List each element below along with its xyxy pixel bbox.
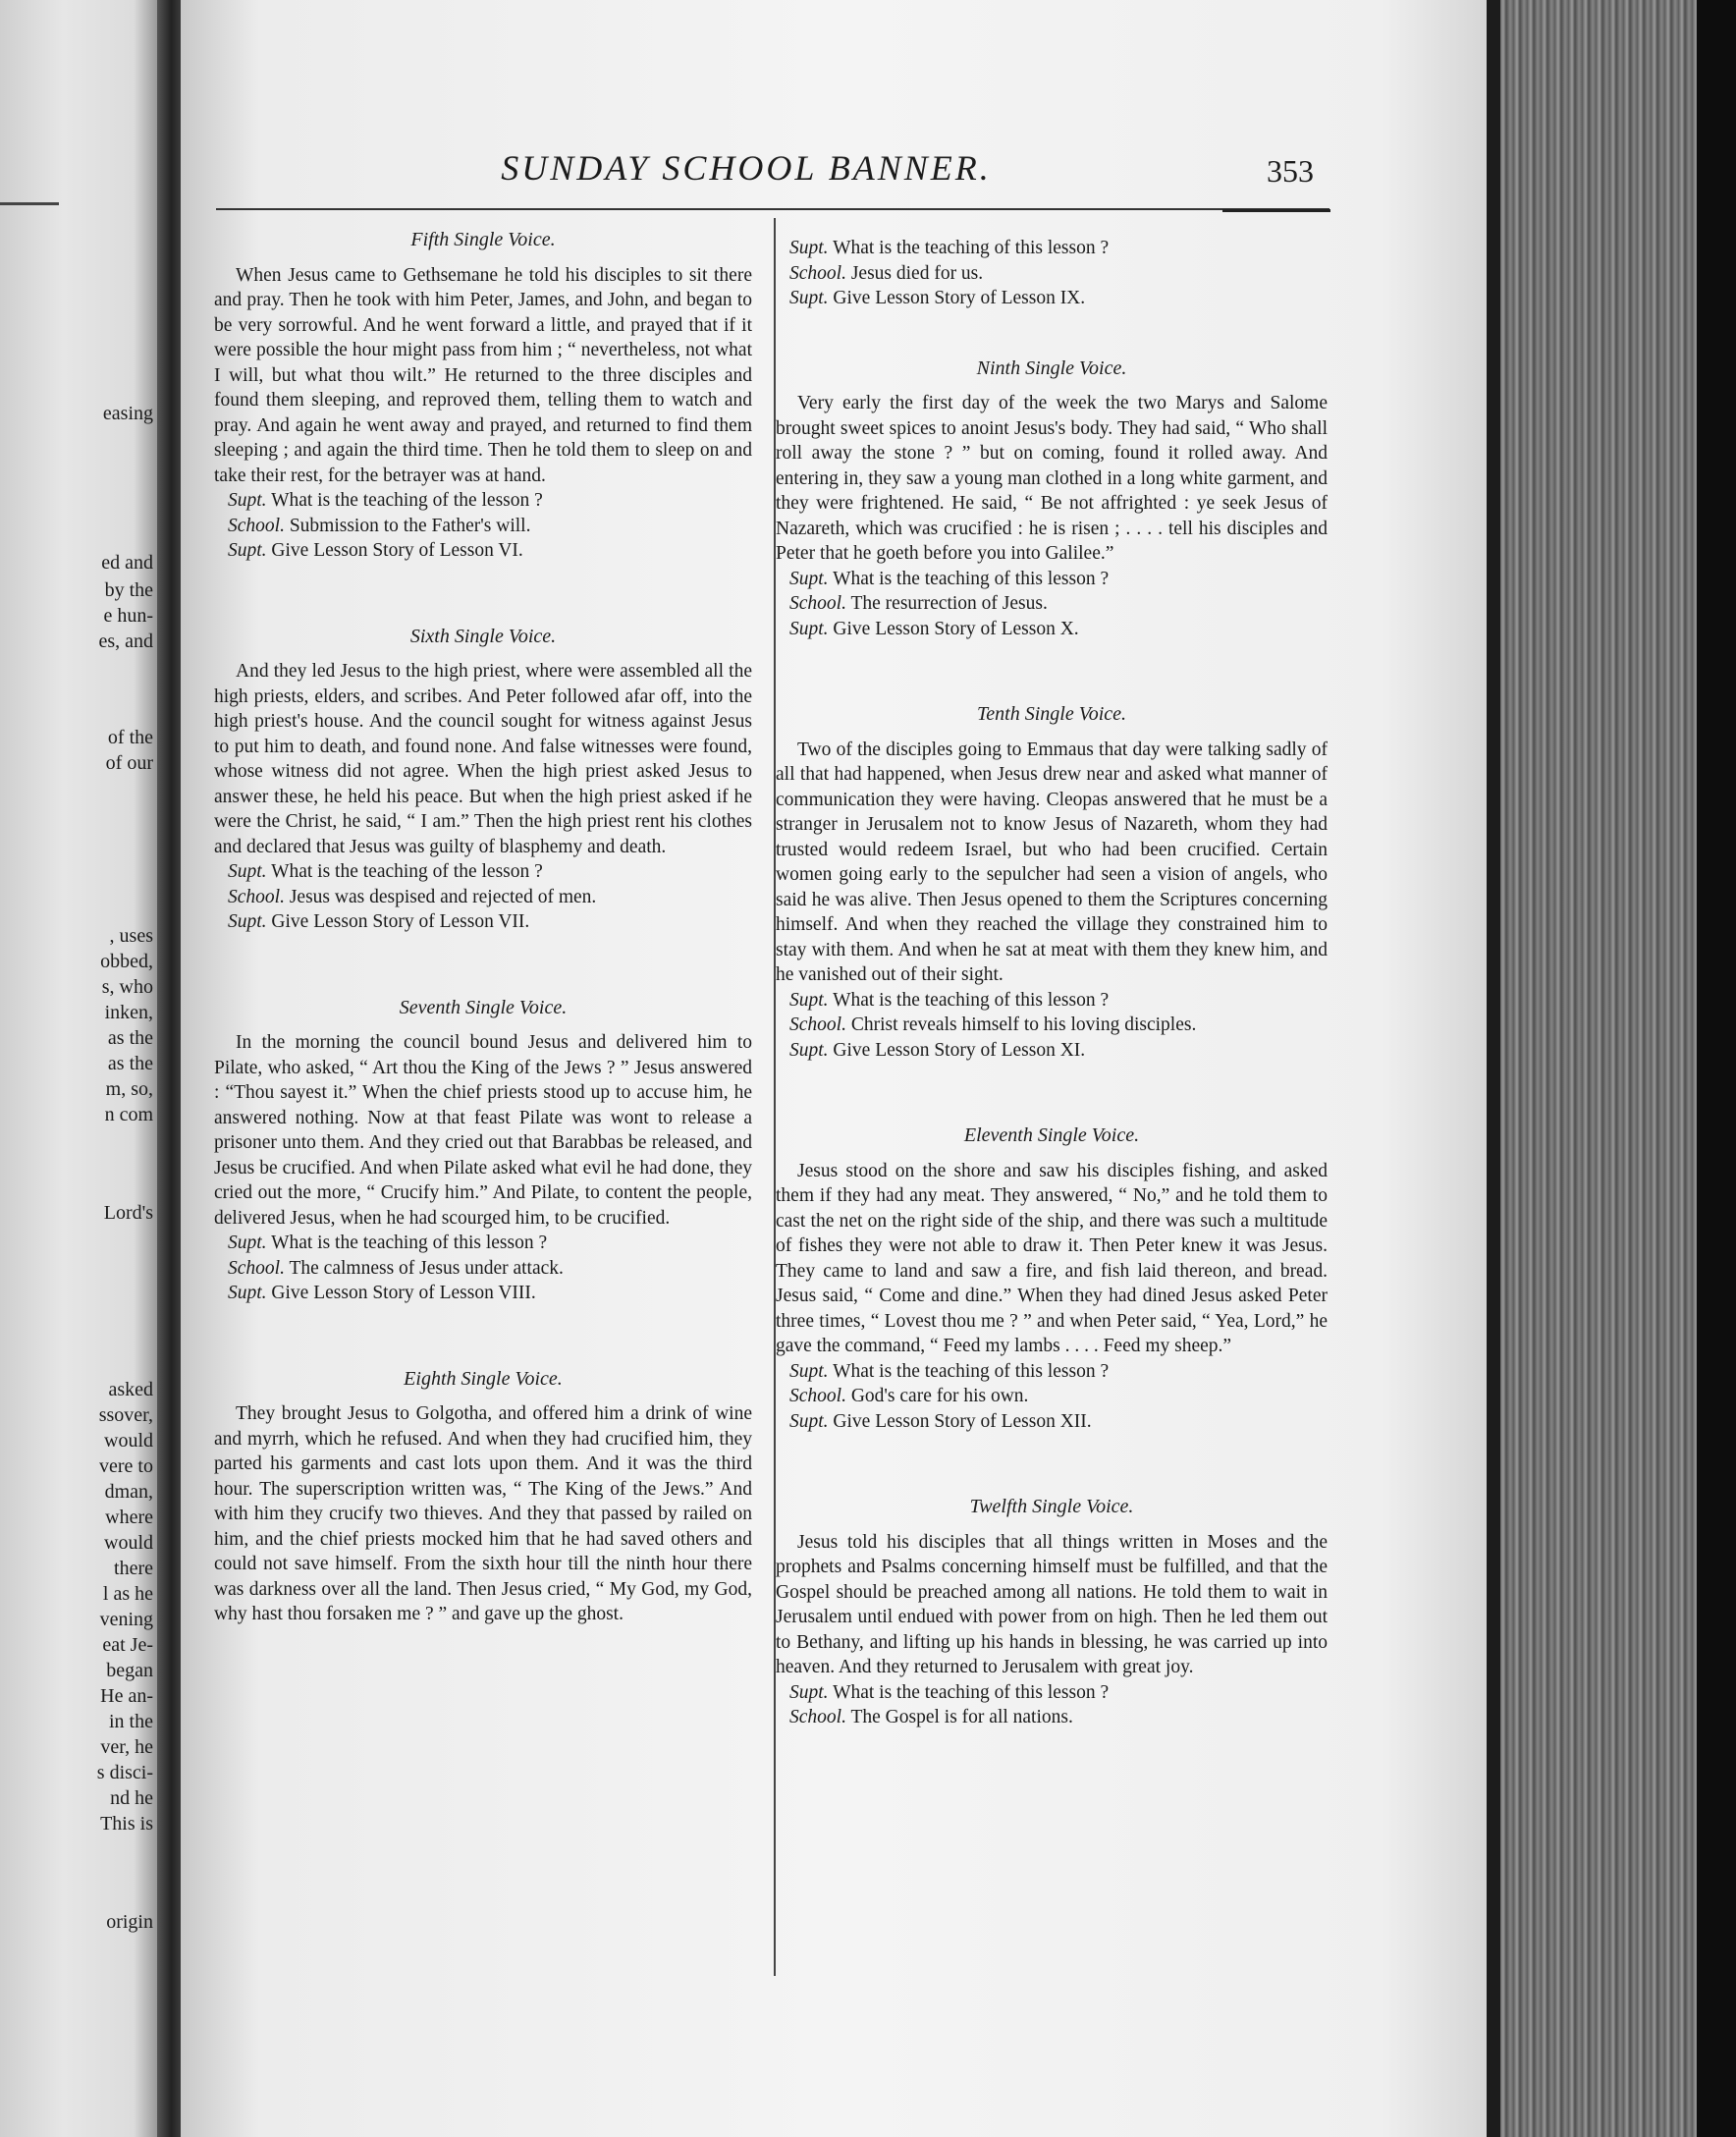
header-rule-accent	[1222, 209, 1330, 212]
facing-page-fragment: as the	[107, 1053, 153, 1074]
responsive-line	[789, 988, 1328, 1014]
responsive-line	[789, 236, 1328, 261]
facing-page-fragment: would	[104, 1532, 153, 1554]
response-text: Give Lesson Story of Lesson VI.	[271, 540, 523, 561]
speaker-role: Supt.	[789, 288, 829, 308]
speaker-role: School.	[228, 1257, 285, 1279]
response-text: Christ reveals himself to his loving disciples.	[850, 1014, 1197, 1035]
speaker-role: School.	[789, 262, 846, 284]
responsive-line	[789, 1384, 1328, 1409]
facing-page-fragment: nd he	[110, 1787, 153, 1809]
edge-shadow	[1487, 0, 1500, 2137]
speaker-role: School.	[789, 1014, 846, 1035]
speaker-role: Supt.	[228, 490, 267, 511]
responsive-line	[789, 1705, 1328, 1730]
responsive-line	[789, 1038, 1328, 1064]
speaker-role: School.	[228, 886, 285, 907]
section-heading: Ninth Single Voice.	[976, 356, 1127, 379]
facing-page-fragment: , uses	[109, 925, 153, 947]
voice-section	[776, 236, 1328, 311]
response-text: What is the teaching of this lesson ?	[833, 1681, 1110, 1703]
responsive-line	[228, 1231, 752, 1256]
response-text: Give Lesson Story of Lesson X.	[833, 618, 1079, 639]
speaker-role: School.	[228, 515, 285, 536]
speaker-role: Supt.	[789, 989, 829, 1011]
response-text: What is the teaching of this lesson ?	[833, 238, 1110, 258]
response-text: Submission to the Father's will.	[289, 515, 531, 536]
response-text: Give Lesson Story of Lesson XI.	[833, 1039, 1086, 1061]
facing-page-fragment: s disci-	[96, 1762, 153, 1783]
edge-background	[1697, 0, 1736, 2137]
responsive-line	[228, 859, 752, 885]
speaker-role: Supt.	[789, 1039, 829, 1061]
responsive-line	[789, 1013, 1328, 1038]
responsive-line	[789, 1359, 1328, 1385]
responsive-line	[789, 617, 1328, 642]
page-number: 353	[1267, 153, 1314, 189]
response-text: What is the teaching of the lesson ?	[271, 490, 543, 511]
response-text: Give Lesson Story of Lesson VII.	[271, 911, 530, 932]
facing-page-fragment: inken,	[104, 1002, 153, 1023]
facing-page-fragment: where	[105, 1507, 153, 1528]
responsive-line	[228, 1281, 752, 1306]
facing-page-fragment: asked	[108, 1379, 153, 1400]
facing-page-fragment: Lord's	[103, 1202, 153, 1224]
responsive-line	[228, 1256, 752, 1282]
section-body: When Jesus came to Gethsemane he told his disciples to sit there and pray. Then he took with him Peter, James, and John, and began to be very sorrowful. And he went forward a little, and prayed that if it were possible the hour might pass from him ; “ nevertheless, not what I will, but what thou wilt.” He returned to the three disciples and found them sleeping, and reproved them, telling them to watch and pray. And again he went away and prayed, and returned to find them sleeping ; and again the third time. Then he told them to sleep on and take their rest, for the betrayer was at hand.	[214, 264, 752, 486]
facing-page-fragment: l as he	[102, 1583, 153, 1605]
facing-page-fragment: n com	[104, 1104, 153, 1125]
responsive-line	[789, 286, 1328, 311]
facing-page-fragment: of our	[105, 752, 153, 774]
speaker-role: Supt.	[789, 618, 829, 639]
section-heading: Fifth Single Voice.	[410, 229, 556, 250]
section-heading: Seventh Single Voice.	[399, 996, 568, 1018]
responsive-line	[228, 538, 752, 564]
response-text: What is the teaching of this lesson ?	[833, 1360, 1110, 1382]
response-text: The calmness of Jesus under attack.	[289, 1257, 564, 1279]
response-text: What is the teaching of the lesson ?	[271, 861, 543, 882]
responsive-line	[228, 909, 752, 935]
facing-page-fragment: easing	[102, 403, 153, 424]
speaker-role: Supt.	[228, 911, 267, 932]
voice-section	[214, 996, 752, 1306]
facing-page-fragment: there	[114, 1558, 153, 1579]
facing-page-fragment: He an-	[100, 1685, 153, 1707]
voice-section	[214, 1367, 752, 1627]
speaker-role: Supt.	[789, 238, 829, 258]
speaker-role: Supt.	[228, 861, 267, 882]
speaker-role: School.	[789, 1386, 846, 1406]
facing-page-fragment: would	[104, 1430, 153, 1452]
section-body: In the morning the council bound Jesus and delivered him to Pilate, who asked, “ Art thou the King of the Jews ? ” Jesus answered : “Thou sayest it.” When the chief priests stood up to accuse him, he answered nothing. Now at that feast Pilate was wont to release a prisoner unto them. And they cried out that Barabbas be released, and Jesus be crucified. And when Pilate asked what evil he had done, they cried out the more, “ Crucify him.” And Pilate, to content the people, delivered Jesus, when he had scourged him, to be crucified.	[214, 1032, 752, 1229]
section-heading: Sixth Single Voice.	[409, 625, 557, 647]
page-edges	[1487, 0, 1736, 2137]
header-rule	[216, 208, 1329, 210]
section-body: Two of the disciples going to Emmaus that day were talking sadly of all that had happened, when Jesus drew near and asked what manner of communication they were having. Cleopas answered that he must be a stranger in Jerusalem not to know Jesus of Nazareth, whom they had trusted would redeem Israel, but who had been crucified. Certain women going early to the sepulcher had seen a vision of angels, who said he was alive. Then Jesus opened to them the Scriptures concerning himself. And when they reached the village they constrained him to stay with them. And when he sat at meat with them they knew him, and he vanished out of their sight.	[776, 739, 1328, 985]
facing-page-fragment: obbed,	[100, 951, 153, 972]
facing-page-fragment: origin	[106, 1911, 153, 1933]
speaker-role: Supt.	[228, 1283, 267, 1303]
responsive-line	[228, 514, 752, 539]
response-text: What is the teaching of this lesson ?	[833, 568, 1110, 589]
section-body: Jesus stood on the shore and saw his disciples fishing, and asked them if they had any meat. They answered, “ No,” and he told them to cast the net on the right side of the ship, and there was such a multitude of fishes they were not able to draw it. Then Peter knew it was Jesus. They came to land and saw a fire, and fish laid thereon, and bread. Jesus said, “ Come and dine.” When they had dined Jesus asked Peter three times, “ Lovest thou me ? ” and when Peter said, “ Yea, Lord,” he gave the command, “ Feed my lambs . . . . Feed my sheep.”	[776, 1160, 1328, 1356]
response-text: The Gospel is for all nations.	[850, 1707, 1073, 1727]
left-column	[214, 228, 752, 1688]
facing-page	[0, 0, 157, 2137]
response-text: Jesus died for us.	[850, 262, 984, 284]
section-body: They brought Jesus to Golgotha, and offered him a drink of wine and myrrh, which he refused. And when they had crucified him, they parted his garments and cast lots upon them. And it was the third hour. The superscription written was, “ The King of the Jews.” And with him they crucify two thieves. And they that passed by railed on him, and the chief priests mocked him that he had saved others and could not save himself. From the sixth hour till the ninth hour there was darkness over all the land. Then Jesus cried, “ My God, my God, why hast thou forsaken me ? ” and gave up the ghost.	[214, 1403, 752, 1624]
response-text: Give Lesson Story of Lesson IX.	[833, 288, 1086, 308]
voice-section	[776, 1495, 1328, 1730]
facing-page-fragment: This is	[100, 1813, 153, 1835]
facing-page-fragment: of the	[107, 727, 153, 748]
facing-page-fragment: by the	[104, 579, 153, 601]
facing-page-fragment: m, so,	[105, 1078, 153, 1100]
facing-page-fragment: in the	[109, 1711, 153, 1732]
section-body: Very early the first day of the week the two Marys and Salome brought sweet spices to anoint Jesus's body. They had said, “ Who shall roll away the stone ? ” but on coming, found it rolled away. And entering in, they saw a young man clothed in a long white garment, and they were frightened. He said, “ Be not affrighted : ye seek Jesus of Nazareth, which was crucified : he is risen ; . . . . tell his disciples and Peter that he goeth before you into Galilee.”	[776, 393, 1328, 564]
voice-section	[214, 228, 752, 564]
section-heading: Eighth Single Voice.	[404, 1367, 563, 1390]
speaker-role: Supt.	[228, 540, 267, 561]
facing-page-fragment: as the	[107, 1027, 153, 1049]
response-text: Give Lesson Story of Lesson XII.	[833, 1410, 1092, 1432]
facing-page-fragment: ssover,	[98, 1404, 153, 1426]
speaker-role: Supt.	[789, 1410, 829, 1432]
responsive-line	[789, 591, 1328, 617]
section-body: Jesus told his disciples that all things written in Moses and the prophets and Psalms concerning himself must be fulfilled, and that the Gospel should be preached among all nations. He told them to wait in Jerusalem until endued with power from on high. Then he led them out to Bethany, and lifting up his hands in blessing, he was carried up into heaven. And they returned to Jerusalem with great joy.	[776, 1531, 1328, 1677]
response-text: The resurrection of Jesus.	[850, 593, 1048, 614]
speaker-role: Supt.	[789, 1360, 829, 1382]
responsive-line	[789, 261, 1328, 287]
section-heading: Twelfth Single Voice.	[969, 1496, 1134, 1517]
speaker-role: Supt.	[789, 1681, 829, 1703]
speaker-role: School.	[789, 593, 846, 614]
responsive-line	[789, 1680, 1328, 1706]
speaker-role: Supt.	[789, 568, 829, 589]
right-column	[776, 236, 1328, 1791]
book-gutter	[157, 0, 181, 2137]
voice-section	[776, 356, 1328, 642]
voice-section	[776, 702, 1328, 1063]
voice-section	[214, 625, 752, 935]
facing-page-fragment: eat Je-	[102, 1634, 153, 1656]
response-text: Give Lesson Story of Lesson VIII.	[271, 1283, 536, 1303]
facing-page-fragment: dman,	[104, 1481, 153, 1503]
facing-page-fragment: began	[106, 1660, 153, 1681]
responsive-line	[789, 567, 1328, 592]
responsive-line	[228, 488, 752, 514]
response-text: Jesus was despised and rejected of men.	[289, 886, 597, 907]
facing-page-fragment: ed and	[101, 552, 153, 574]
response-text: What is the teaching of this lesson ?	[271, 1233, 548, 1253]
speaker-role: Supt.	[228, 1233, 267, 1253]
response-text: What is the teaching of this lesson ?	[833, 989, 1110, 1011]
responsive-line	[228, 885, 752, 910]
voice-section	[776, 1123, 1328, 1434]
running-title: SUNDAY SCHOOL BANNER.	[501, 148, 992, 188]
section-heading: Tenth Single Voice.	[976, 703, 1127, 725]
section-heading: Eleventh Single Voice.	[963, 1124, 1140, 1146]
facing-page-fragment: ver, he	[100, 1736, 153, 1758]
speaker-role: School.	[789, 1707, 846, 1727]
section-body: And they led Jesus to the high priest, where were assembled all the high priests, elders, and scribes. And Peter followed afar off, into the high priest's house. And the council sought for witness against Jesus to put him to death, and found none. And false witnesses were found, whose witness did not agree. When the high priest asked Jesus to answer these, he held his peace. But when the high priest asked if he were the Christ, he said, “ I am.” Then the high priest rent his clothes and declared that Jesus was guilty of blasphemy and death.	[214, 661, 752, 857]
responsive-line	[789, 1409, 1328, 1435]
facing-page-fragment: vening	[99, 1609, 153, 1630]
facing-page-fragment: e hun-	[103, 605, 153, 627]
facing-page-fragment: es, and	[98, 630, 153, 652]
facing-page-rule	[0, 202, 59, 205]
facing-page-fragment: vere to	[99, 1455, 153, 1477]
facing-page-fragment: s, who	[101, 976, 153, 998]
response-text: God's care for his own.	[850, 1386, 1029, 1406]
